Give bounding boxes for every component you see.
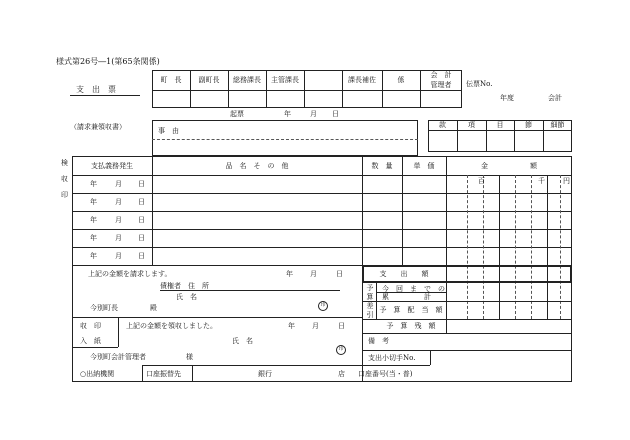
digit-unit-yen: 円 bbox=[563, 177, 570, 185]
draft-month: 月 bbox=[310, 110, 317, 118]
fiscal-year-label: 年度 bbox=[500, 94, 514, 102]
check-no-label: 支出小切手No. bbox=[368, 354, 416, 362]
approval-general-affairs-chief: 総務課長 bbox=[233, 76, 261, 84]
matter-box bbox=[152, 120, 418, 156]
approval-accountant-line2: 管理者 bbox=[430, 81, 452, 89]
cumulative-label-1: 今 回 ま で の bbox=[382, 285, 445, 293]
creditor-seal-mark: 印 bbox=[318, 291, 328, 311]
row3-month: 月 bbox=[115, 216, 122, 224]
row1-year: 年 bbox=[90, 180, 97, 188]
row4-month: 月 bbox=[115, 234, 122, 242]
row2-month: 月 bbox=[115, 198, 122, 206]
budget-item-kou: 項 bbox=[468, 121, 475, 129]
receipt-month: 月 bbox=[312, 322, 319, 330]
row1-day: 日 bbox=[138, 180, 145, 188]
bank-label: 銀行 bbox=[258, 370, 272, 378]
digit-unit-thousand: 千 bbox=[538, 177, 545, 185]
draft-day: 日 bbox=[332, 110, 339, 118]
allocated-label: 予 算 配 当 額 bbox=[379, 306, 443, 314]
budget-item-setsu: 節 bbox=[525, 121, 532, 129]
draft-year: 年 bbox=[284, 110, 291, 118]
digit-unit-hundred: 百 bbox=[478, 177, 485, 185]
approval-deputy-chief: 課長補佐 bbox=[348, 76, 376, 84]
header-amount: 金 額 bbox=[481, 161, 537, 170]
inspection-char-1: 検 bbox=[61, 159, 68, 167]
disbursing-agency: ○出納機関 bbox=[80, 370, 115, 378]
remaining-label: 予 算 残 額 bbox=[386, 322, 436, 330]
receiver-name-label: 氏 名 bbox=[232, 337, 253, 345]
approval-section-chief: 主管課長 bbox=[271, 76, 299, 84]
budget-side-char-1: 予 bbox=[366, 284, 374, 292]
remarks-label: 備 考 bbox=[368, 337, 389, 345]
accounting-label: 会計 bbox=[548, 94, 562, 102]
approval-accountant-line1: 会 計 bbox=[430, 71, 452, 79]
budget-side-char-4: 引 bbox=[366, 311, 374, 319]
creditor-address-label: 債権者 住 所 bbox=[160, 282, 209, 290]
receipt-day: 日 bbox=[338, 322, 345, 330]
row2-day: 日 bbox=[138, 198, 145, 206]
budget-item-kan: 款 bbox=[439, 121, 446, 129]
request-day: 日 bbox=[336, 270, 343, 278]
reception-label: （請求兼領収書） bbox=[70, 123, 126, 131]
matter-label: 事 由 bbox=[158, 127, 179, 135]
cumulative-label-2: 累 計 bbox=[382, 293, 431, 301]
inspection-char-2: 収 bbox=[61, 175, 68, 183]
budget-side-char-2: 算 bbox=[366, 293, 374, 301]
receipt-year: 年 bbox=[288, 322, 295, 330]
row3-day: 日 bbox=[138, 216, 145, 224]
row4-day: 日 bbox=[138, 234, 145, 242]
branch-label: 店 bbox=[338, 370, 345, 378]
request-addressee: 今別町長 bbox=[90, 304, 118, 312]
approval-blank bbox=[304, 70, 342, 90]
header-obligation-date: 支払義務発生 bbox=[91, 161, 133, 170]
row5-month: 月 bbox=[115, 252, 122, 260]
budget-side-char-3: 差 bbox=[366, 302, 374, 310]
request-year: 年 bbox=[286, 270, 293, 278]
approval-clerk: 係 bbox=[397, 76, 405, 84]
row1-month: 月 bbox=[115, 180, 122, 188]
creditor-name-label: 氏 名 bbox=[176, 293, 197, 301]
form-number: 様式第26号―1(第65条関係) bbox=[56, 57, 160, 66]
approval-deputy-mayor: 副町長 bbox=[198, 76, 220, 84]
row5-year: 年 bbox=[90, 252, 97, 260]
row4-year: 年 bbox=[90, 234, 97, 242]
account-no-label: 口座番号(当・普) bbox=[358, 370, 413, 378]
header-quantity: 数 量 bbox=[371, 161, 393, 170]
receipt-stamp-label: 収 印 bbox=[80, 322, 101, 330]
receipt-honorific: 様 bbox=[186, 353, 193, 361]
receipt-addressee: 今別町会計管理者 bbox=[90, 353, 146, 361]
request-statement: 上記の金額を請求します。 bbox=[88, 270, 172, 278]
receipt-entry-label: 入 紙 bbox=[80, 337, 101, 345]
request-month: 月 bbox=[310, 270, 317, 278]
receipt-statement: 上記の金額を領収しました。 bbox=[126, 322, 217, 330]
header-item: 品 名 そ の 他 bbox=[225, 161, 289, 170]
row5-day: 日 bbox=[138, 252, 145, 260]
budget-item-moku: 目 bbox=[496, 121, 504, 129]
budget-item-saisetsu: 細節 bbox=[550, 121, 565, 129]
transfer-label: 口座振替先 bbox=[146, 370, 181, 378]
approval-mayor: 町 長 bbox=[160, 76, 182, 84]
expenditure-label: 支 出 額 bbox=[379, 270, 429, 278]
request-honorific: 殿 bbox=[150, 304, 157, 312]
receiver-seal-mark: 印 bbox=[336, 335, 346, 355]
row3-year: 年 bbox=[90, 216, 97, 224]
form-title: 支 出 票 bbox=[76, 85, 116, 94]
voucher-no-label: 伝票No. bbox=[466, 80, 493, 88]
row2-year: 年 bbox=[90, 198, 97, 206]
draft-label: 起票 bbox=[230, 110, 244, 118]
inspection-char-3: 印 bbox=[61, 191, 68, 199]
header-unit-price: 単 価 bbox=[413, 161, 435, 170]
